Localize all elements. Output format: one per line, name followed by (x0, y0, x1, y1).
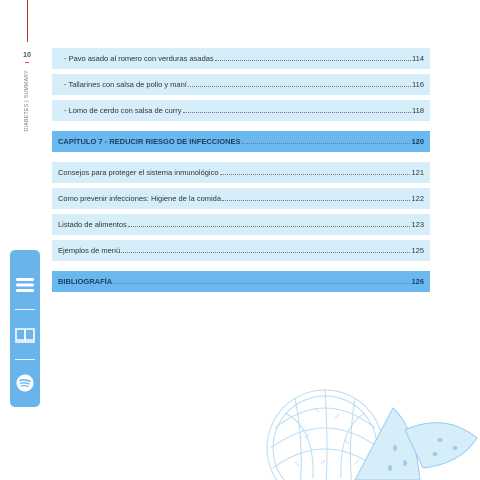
toc-entry[interactable] (52, 188, 430, 209)
menu-icon[interactable] (10, 270, 40, 300)
toc-entry[interactable] (52, 214, 430, 235)
toc-entry-label: - Tallarines con salsa de pollo y maní (64, 80, 187, 89)
spotify-icon[interactable] (10, 368, 40, 398)
page-number: 10 (23, 52, 31, 59)
toc-entry[interactable] (52, 74, 430, 95)
toc-entry-page: 116 (412, 80, 424, 89)
toc-entry-page: 118 (412, 106, 424, 115)
toc-chapter-entry[interactable] (52, 131, 430, 152)
page-number-dash (25, 62, 29, 63)
dot-leader (113, 283, 410, 284)
toc-entry-label: Ejemplos de menú (58, 246, 121, 255)
side-toolbar (10, 250, 40, 407)
top-rule (27, 0, 28, 42)
vertical-running-title: DIABETES | SUMMARY (24, 70, 30, 132)
toc-entry-page: 122 (411, 194, 424, 203)
toc-entry-label: Listado de alimentos (58, 220, 127, 229)
toc-entry-page: 114 (412, 54, 424, 63)
dot-leader (188, 86, 411, 87)
toolbar-divider (15, 359, 35, 360)
toc-entry-label: Como prevenir infecciones: Higiene de la comida (58, 194, 222, 203)
dot-leader (222, 200, 410, 201)
toc-entry-label: Consejos para proteger el sistema inmunológico (58, 168, 219, 177)
dot-leader (121, 252, 410, 253)
toc-entry-label: - Pavo asado al romero con verduras asadas (64, 54, 214, 63)
toc-entry-page: 123 (411, 220, 424, 229)
toc-chapter-page: 126 (411, 277, 424, 286)
watermelon-illustration (255, 368, 480, 480)
dot-leader (220, 174, 411, 175)
toc-entry[interactable] (52, 48, 430, 69)
dot-leader (215, 60, 411, 61)
toc-chapter-entry[interactable] (52, 271, 430, 292)
toc-chapter-label: BIBLIOGRAFÍA (58, 277, 113, 286)
toc-entry-page: 125 (411, 246, 424, 255)
dot-leader (242, 143, 411, 144)
toc-entry-page: 121 (411, 168, 424, 177)
book-icon[interactable] (10, 320, 40, 350)
toolbar-divider (15, 309, 35, 310)
dot-leader (128, 226, 411, 227)
toc-entry[interactable] (52, 100, 430, 121)
table-of-contents (52, 48, 430, 302)
toc-chapter-label: CAPÍTULO 7 - REDUCIR RIESGO DE INFECCIONES (58, 137, 241, 146)
toc-entry[interactable] (52, 162, 430, 183)
toc-chapter-page: 120 (411, 137, 424, 146)
toc-entry-label: - Lomo de cerdo con salsa de curry (64, 106, 182, 115)
toc-entry[interactable] (52, 240, 430, 261)
dot-leader (183, 112, 411, 113)
